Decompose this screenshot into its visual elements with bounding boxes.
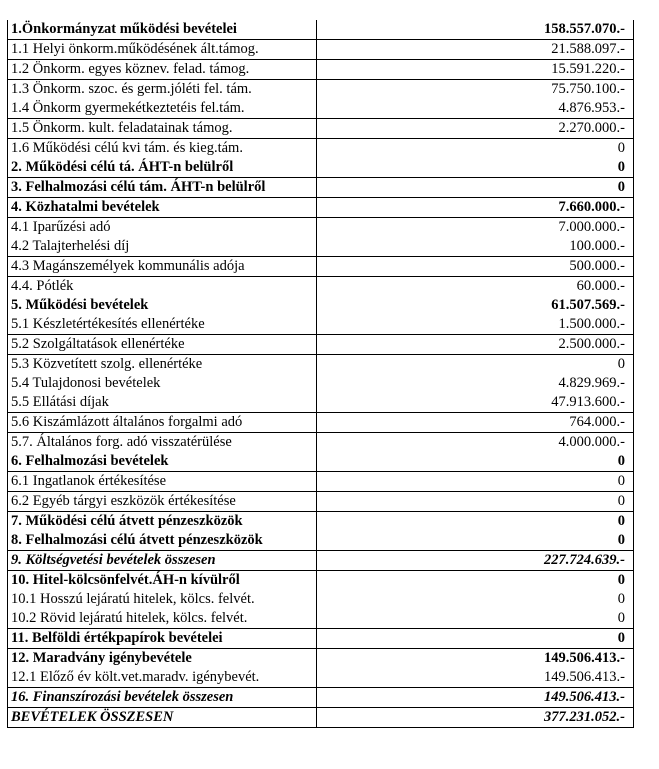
- table-row: [8, 571, 634, 591]
- table-row: [8, 198, 634, 218]
- row-value: 4.000.000.-: [317, 433, 634, 453]
- row-value: 2.270.000.-: [317, 119, 634, 139]
- row-value: 0: [317, 355, 634, 375]
- table-row: [8, 139, 634, 159]
- table-row: [8, 80, 634, 100]
- row-value: 0: [317, 512, 634, 532]
- row-value: 0: [317, 452, 634, 472]
- table-row: [8, 296, 634, 315]
- row-label: 5. Működési bevételek: [8, 296, 317, 315]
- row-label: 5.6 Kiszámlázott általános forgalmi adó: [8, 413, 317, 433]
- table-row: [8, 335, 634, 355]
- table-row: [8, 218, 634, 238]
- row-label: 10. Hitel-kölcsönfelvét.ÁH-n kívülről: [8, 571, 317, 591]
- row-label: 7. Működési célú átvett pénzeszközök: [8, 512, 317, 532]
- row-label: 4. Közhatalmi bevételek: [8, 198, 317, 218]
- table-row: [8, 60, 634, 80]
- table-row: [8, 688, 634, 708]
- row-label: 16. Finanszírozási bevételek összesen: [8, 688, 317, 708]
- row-value: 0: [317, 139, 634, 159]
- row-value: 0: [317, 472, 634, 492]
- row-label: 5.1 Készletértékesítés ellenértéke: [8, 315, 317, 335]
- table-row: [8, 20, 634, 40]
- row-value: 158.557.070.-: [317, 20, 634, 40]
- table-row: [8, 393, 634, 413]
- table-row: [8, 649, 634, 669]
- row-label: 9. Költségvetési bevételek összesen: [8, 551, 317, 571]
- row-label: 6.2 Egyéb tárgyi eszközök értékesítése: [8, 492, 317, 512]
- row-value: 0: [317, 629, 634, 649]
- table-row: [8, 158, 634, 178]
- table-row: [8, 492, 634, 512]
- row-label: 12.1 Előző év költ.vet.maradv. igénybevét.: [8, 668, 317, 688]
- row-value: 7.660.000.-: [317, 198, 634, 218]
- row-label: 5.4 Tulajdonosi bevételek: [8, 374, 317, 393]
- table-row: [8, 452, 634, 472]
- row-value: 47.913.600.-: [317, 393, 634, 413]
- table-row: [8, 531, 634, 551]
- table-row: [8, 277, 634, 297]
- row-label: 1.1 Helyi önkorm.működésének ált.támog.: [8, 40, 317, 60]
- row-value: 2.500.000.-: [317, 335, 634, 355]
- table-row: [8, 590, 634, 609]
- table-row: [8, 413, 634, 433]
- table-row: [8, 257, 634, 277]
- row-value: 0: [317, 609, 634, 629]
- row-value: 0: [317, 158, 634, 178]
- row-label: 4.2 Talajterhelési díj: [8, 237, 317, 257]
- table-row: [8, 512, 634, 532]
- row-label: 5.3 Közvetített szolg. ellenértéke: [8, 355, 317, 375]
- row-label: 3. Felhalmozási célú tám. ÁHT-n belülről: [8, 178, 317, 198]
- row-value: 149.506.413.-: [317, 649, 634, 669]
- row-value: 100.000.-: [317, 237, 634, 257]
- row-label: 1.3 Önkorm. szoc. és germ.jóléti fel. tám.: [8, 80, 317, 100]
- row-value: 149.506.413.-: [317, 688, 634, 708]
- row-value: 0: [317, 178, 634, 198]
- table-row: [8, 178, 634, 198]
- row-label: 1.6 Működési célú kvi tám. és kieg.tám.: [8, 139, 317, 159]
- table-row: [8, 355, 634, 375]
- row-value: 500.000.-: [317, 257, 634, 277]
- row-label: 11. Belföldi értékpapírok bevételei: [8, 629, 317, 649]
- row-value: 21.588.097.-: [317, 40, 634, 60]
- row-value: 4.829.969.-: [317, 374, 634, 393]
- row-value: 0: [317, 571, 634, 591]
- table-row: [8, 119, 634, 139]
- table-row: [8, 551, 634, 571]
- grand-total-value: 377.231.052.-: [317, 708, 634, 728]
- row-value: 60.000.-: [317, 277, 634, 297]
- row-value: 61.507.569.-: [317, 296, 634, 315]
- table-row: [8, 315, 634, 335]
- budget-revenue-sheet: [7, 20, 633, 728]
- row-label: 1.5 Önkorm. kult. feladatainak támog.: [8, 119, 317, 139]
- table-row: [8, 609, 634, 629]
- table-row: [8, 374, 634, 393]
- row-label: 4.1 Iparűzési adó: [8, 218, 317, 238]
- row-label: 5.2 Szolgáltatások ellenértéke: [8, 335, 317, 355]
- table-row: [8, 629, 634, 649]
- row-label: 6.1 Ingatlanok értékesítése: [8, 472, 317, 492]
- row-label: 12. Maradvány igénybevétele: [8, 649, 317, 669]
- grand-total-label: BEVÉTELEK ÖSSZESEN: [8, 708, 317, 728]
- row-label: 1.2 Önkorm. egyes köznev. felad. támog.: [8, 60, 317, 80]
- row-label: 5.5 Ellátási díjak: [8, 393, 317, 413]
- table-row: [8, 237, 634, 257]
- row-value: 15.591.220.-: [317, 60, 634, 80]
- row-label: 4.3 Magánszemélyek kommunális adója: [8, 257, 317, 277]
- row-label: 8. Felhalmozási célú átvett pénzeszközök: [8, 531, 317, 551]
- row-value: 0: [317, 531, 634, 551]
- row-value: 764.000.-: [317, 413, 634, 433]
- row-value: 7.000.000.-: [317, 218, 634, 238]
- row-label: 10.2 Rövid lejáratú hitelek, kölcs. felvét.: [8, 609, 317, 629]
- revenue-table: [7, 20, 634, 728]
- row-label: 1.Önkormányzat működési bevételei: [8, 20, 317, 40]
- row-label: 5.7. Általános forg. adó visszatérülése: [8, 433, 317, 453]
- row-label: 6. Felhalmozási bevételek: [8, 452, 317, 472]
- row-value: 75.750.100.-: [317, 80, 634, 100]
- row-value: 1.500.000.-: [317, 315, 634, 335]
- row-label: 2. Működési célú tá. ÁHT-n belülről: [8, 158, 317, 178]
- row-label: 10.1 Hosszú lejáratú hitelek, kölcs. felvét.: [8, 590, 317, 609]
- row-value: 227.724.639.-: [317, 551, 634, 571]
- table-row: [8, 40, 634, 60]
- table-row: [8, 472, 634, 492]
- row-label: 4.4. Pótlék: [8, 277, 317, 297]
- revenue-table-body: [8, 20, 634, 728]
- grand-total-row: [8, 708, 634, 728]
- row-value: 4.876.953.-: [317, 99, 634, 119]
- row-label: 1.4 Önkorm gyermekétkeztetéis fel.tám.: [8, 99, 317, 119]
- table-row: [8, 99, 634, 119]
- table-row: [8, 433, 634, 453]
- row-value: 149.506.413.-: [317, 668, 634, 688]
- table-row: [8, 668, 634, 688]
- row-value: 0: [317, 590, 634, 609]
- row-value: 0: [317, 492, 634, 512]
